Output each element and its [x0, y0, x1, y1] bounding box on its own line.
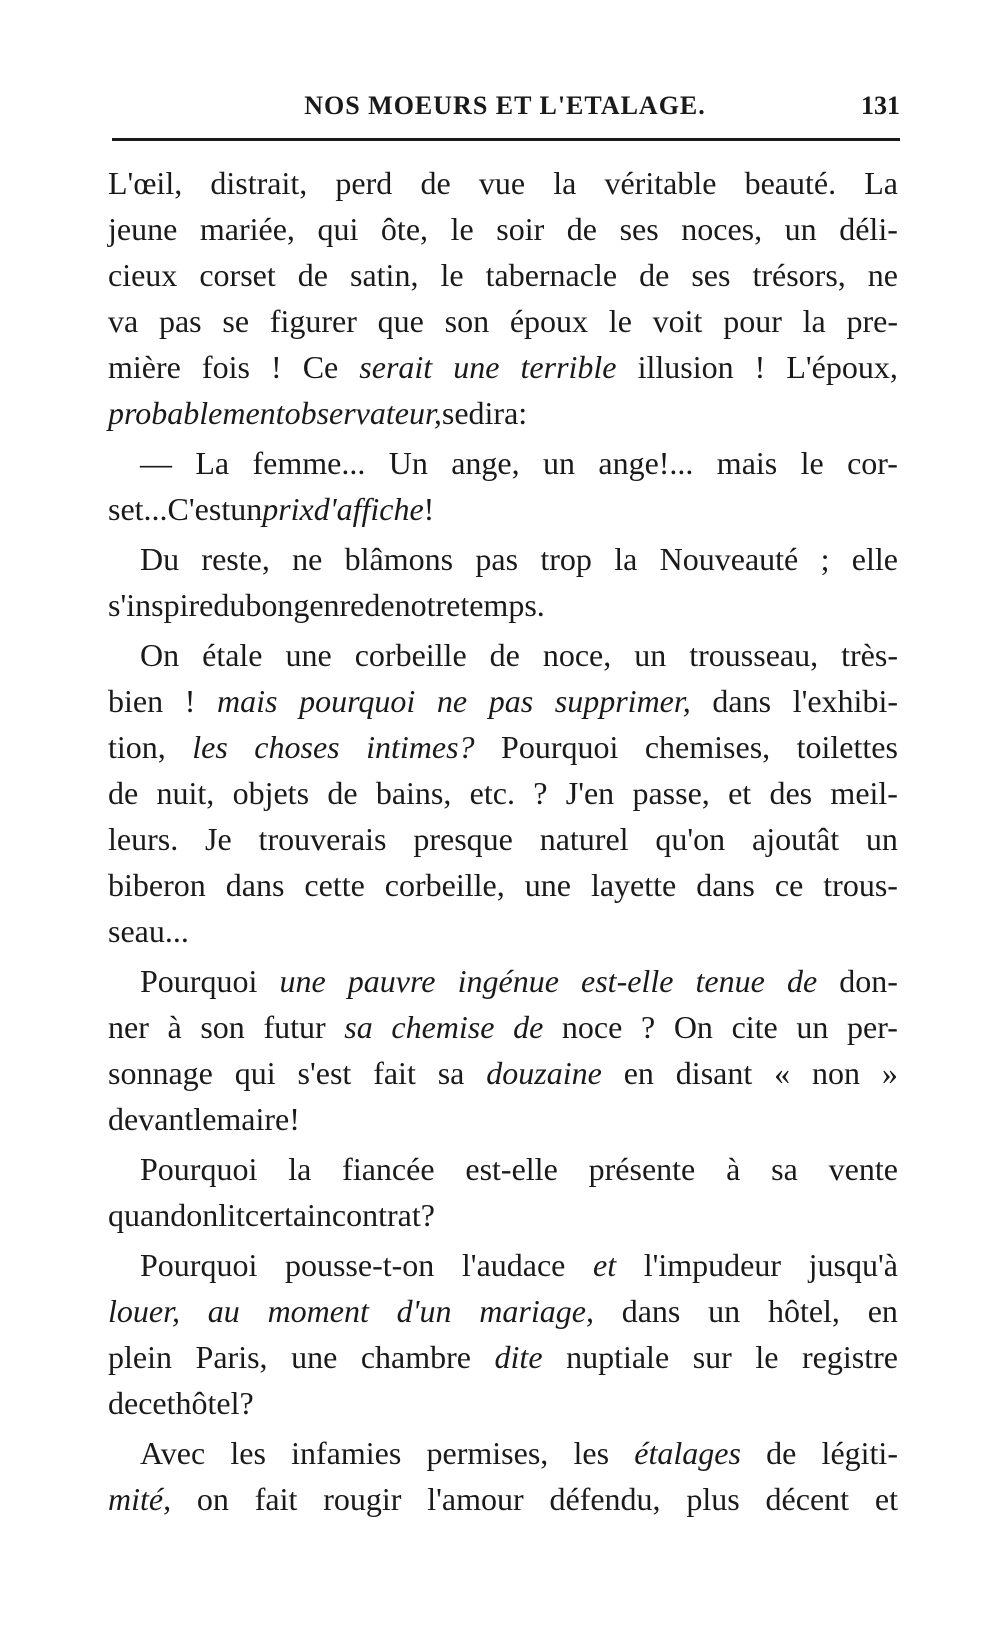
header-rule	[112, 138, 900, 141]
word: et	[728, 775, 752, 811]
text-line	[108, 160, 898, 206]
word: est-elle	[581, 963, 674, 999]
word: «	[774, 1055, 791, 1091]
word: qui	[234, 1055, 276, 1091]
word: cieux	[108, 257, 178, 293]
word: bien	[108, 683, 164, 719]
word: soir	[496, 211, 545, 247]
word: prix	[262, 491, 314, 527]
word: présente	[588, 1151, 696, 1187]
word: de	[489, 637, 520, 673]
text-line	[108, 1334, 898, 1380]
word: terrible	[520, 349, 617, 385]
word: lit	[218, 1197, 245, 1233]
word: chemise	[391, 1009, 495, 1045]
word: cor-	[847, 445, 898, 481]
word: !	[754, 349, 766, 385]
word: chemises,	[644, 729, 771, 765]
word: beauté.	[744, 165, 837, 201]
text-line	[108, 678, 898, 724]
text-line	[108, 1050, 898, 1096]
word: noces,	[681, 211, 763, 247]
word: bains,	[375, 775, 452, 811]
word: des	[769, 775, 813, 811]
word: à	[726, 1151, 741, 1187]
running-head	[110, 86, 900, 126]
word: Pourquoi	[140, 963, 258, 999]
word: plein	[108, 1339, 172, 1375]
word: Paris,	[195, 1339, 268, 1375]
word: !	[289, 1101, 300, 1137]
word: »	[881, 1055, 898, 1091]
word: son	[200, 1009, 245, 1045]
word: nuit,	[156, 775, 215, 811]
word: étalages	[634, 1435, 741, 1471]
word: sonnage	[108, 1055, 213, 1091]
text-line	[108, 1096, 898, 1142]
word: de	[327, 775, 358, 811]
word: nuptiale	[566, 1339, 670, 1375]
word: son	[444, 303, 490, 339]
word: noce	[561, 1009, 623, 1045]
word: et	[593, 1247, 617, 1283]
word: bon	[245, 587, 294, 623]
word: du	[213, 587, 246, 623]
word: !	[184, 683, 196, 719]
word: les	[573, 1435, 610, 1471]
word: ner	[108, 1009, 149, 1045]
word: cette	[304, 867, 365, 903]
word: plus	[686, 1481, 740, 1517]
word: de	[108, 775, 139, 811]
word: !	[270, 349, 282, 385]
word: trousseau,	[689, 637, 819, 673]
word: disant	[675, 1055, 753, 1091]
word: la	[802, 303, 826, 339]
word: set...	[108, 491, 168, 527]
word: ingénue	[457, 963, 559, 999]
text-line	[108, 862, 898, 908]
word: corbeille,	[384, 867, 505, 903]
word: corbeille	[354, 637, 467, 673]
word: rougir	[323, 1481, 402, 1517]
word: non	[812, 1055, 861, 1091]
word: que	[377, 303, 424, 339]
word: tion,	[108, 729, 166, 765]
word: dans	[225, 867, 285, 903]
word: la	[288, 1151, 312, 1187]
word: s'inspire	[108, 587, 214, 623]
word: ;	[820, 541, 830, 577]
word: l'amour	[427, 1481, 524, 1517]
word: etc.	[469, 775, 515, 811]
word: genre	[293, 587, 365, 623]
word: Pourquoi	[140, 1247, 258, 1283]
word: perd	[335, 165, 393, 201]
word: jusqu'à	[808, 1247, 898, 1283]
word: trous-	[823, 867, 898, 903]
word: un	[634, 637, 667, 673]
text-line	[108, 344, 898, 390]
word: ange!...	[598, 445, 694, 481]
word: reste,	[201, 541, 270, 577]
word: l'exhibi-	[792, 683, 898, 719]
word: ne	[436, 683, 468, 719]
word: légiti-	[821, 1435, 898, 1471]
word: maire	[216, 1101, 290, 1137]
word: le	[608, 303, 632, 339]
word: un	[796, 1009, 829, 1045]
word: Avec	[140, 1435, 206, 1471]
word: pas	[475, 541, 519, 577]
word: sur	[692, 1339, 732, 1375]
word: cite	[731, 1009, 778, 1045]
word: sa	[344, 1009, 373, 1045]
word: dans	[696, 867, 755, 903]
word: intimes?	[366, 729, 475, 765]
word: la	[614, 541, 638, 577]
word: une	[285, 637, 332, 673]
text-line	[108, 1146, 898, 1192]
word: décent	[765, 1481, 850, 1517]
word: dira	[468, 395, 519, 431]
word: mière	[108, 349, 181, 385]
word: hôtel,	[767, 1293, 840, 1329]
word: Ce	[302, 349, 339, 385]
text-line	[108, 440, 898, 486]
word: mité,	[108, 1481, 172, 1517]
word: pourquoi	[299, 683, 416, 719]
word: temps.	[460, 587, 545, 623]
word: trouverais	[258, 821, 387, 857]
word: en	[867, 1293, 898, 1329]
text-line	[108, 1476, 898, 1522]
word: étale	[202, 637, 263, 673]
word: naturel	[539, 821, 629, 857]
word: s'est	[297, 1055, 352, 1091]
word: au	[207, 1293, 240, 1329]
word: ajoutât	[752, 821, 840, 857]
word: La	[864, 165, 898, 201]
word: fois	[201, 349, 250, 385]
word: déli-	[839, 211, 898, 247]
text-line	[108, 536, 898, 582]
text-line	[108, 1430, 898, 1476]
word: le	[755, 1339, 779, 1375]
word: pauvre	[347, 963, 436, 999]
word: elle	[851, 541, 898, 577]
word: biberon	[108, 867, 206, 903]
word: une	[279, 963, 326, 999]
page-number: 131	[861, 91, 900, 120]
word: registre	[801, 1339, 898, 1375]
word: pas	[158, 303, 202, 339]
word: futur	[263, 1009, 326, 1045]
word: et	[874, 1481, 898, 1517]
word: J'en	[565, 775, 615, 811]
word: corset	[199, 257, 276, 293]
word: le	[800, 445, 824, 481]
word: serait	[359, 349, 433, 385]
word: probablement	[108, 395, 285, 431]
word: infamies	[291, 1435, 402, 1471]
word: cet	[138, 1385, 176, 1421]
word: défendu,	[549, 1481, 661, 1517]
word: une	[291, 1339, 338, 1375]
word: Pourquoi	[140, 1151, 258, 1187]
word: dite	[494, 1339, 543, 1375]
word: mariée,	[199, 211, 295, 247]
word: seau...	[108, 913, 189, 949]
word: le	[193, 1101, 217, 1137]
word: vente	[828, 1151, 898, 1187]
word: tabernacle	[485, 257, 618, 293]
word: ?	[533, 775, 548, 811]
word: dans	[621, 1293, 681, 1329]
word: un	[784, 211, 817, 247]
text-line	[108, 298, 898, 344]
word: fait	[254, 1481, 298, 1517]
word: ses	[691, 257, 731, 293]
text-line	[108, 206, 898, 252]
word: choses	[254, 729, 340, 765]
word: dans	[712, 683, 772, 719]
word: On	[673, 1009, 713, 1045]
word: de	[639, 257, 670, 293]
word: de	[364, 587, 395, 623]
word: de	[513, 1009, 544, 1045]
text-line	[108, 1192, 898, 1238]
text-line	[108, 724, 898, 770]
word: ne	[867, 257, 898, 293]
text-line	[108, 1380, 898, 1426]
word: véritable	[604, 165, 717, 201]
word: les	[192, 729, 228, 765]
word: ce	[774, 867, 804, 903]
word: toilettes	[796, 729, 898, 765]
word: On	[140, 637, 180, 673]
word: supprimer,	[554, 683, 691, 719]
word: une	[453, 349, 500, 385]
word: à	[167, 1009, 182, 1045]
word: une	[524, 867, 571, 903]
text-line	[108, 1004, 898, 1050]
word: C'est	[167, 491, 231, 527]
word: trop	[540, 541, 592, 577]
word: leurs.	[108, 821, 179, 857]
word: ne	[292, 541, 323, 577]
word: don-	[839, 963, 898, 999]
word: de	[108, 1385, 139, 1421]
word: figurer	[269, 303, 357, 339]
word: la	[553, 165, 577, 201]
word: qu'on	[655, 821, 726, 857]
word: quand	[108, 1197, 187, 1233]
text-line	[108, 1288, 898, 1334]
word: ange,	[451, 445, 520, 481]
word: ?	[420, 1197, 435, 1233]
text-line	[108, 908, 898, 954]
word: trésors,	[752, 257, 846, 293]
word: se	[441, 395, 469, 431]
word: presque	[413, 821, 513, 857]
word: de	[786, 963, 818, 999]
text-line	[108, 816, 898, 862]
word: L'époux,	[786, 349, 898, 385]
word: de	[766, 1435, 797, 1471]
word: —	[140, 445, 172, 481]
text-line	[108, 486, 898, 532]
word: observateur,	[284, 395, 442, 431]
word: noce,	[542, 637, 612, 673]
word: ses	[619, 211, 659, 247]
word: un	[865, 821, 898, 857]
word: pousse-t-on	[284, 1247, 435, 1283]
word: ?	[640, 1009, 656, 1045]
text-line	[108, 770, 898, 816]
word: fiancée	[342, 1151, 435, 1187]
word: un	[708, 1293, 741, 1329]
word: va	[108, 303, 139, 339]
word: Pourquoi	[501, 729, 619, 765]
word: mariage,	[479, 1293, 594, 1329]
word: qui	[317, 211, 359, 247]
word: hôtel?	[175, 1385, 254, 1421]
word: layette	[590, 867, 677, 903]
word: ôte,	[380, 211, 429, 247]
text-line	[108, 390, 898, 436]
word: fait	[373, 1055, 416, 1091]
word: Un	[388, 445, 428, 481]
word: Du	[140, 541, 180, 577]
word: louer,	[108, 1293, 180, 1329]
word: époux	[509, 303, 589, 339]
running-title: NOS MOEURS ET L'ETALAGE.	[304, 91, 706, 120]
word: per-	[847, 1009, 898, 1045]
word: mais	[217, 683, 278, 719]
word: permises,	[426, 1435, 549, 1471]
word: certain	[244, 1197, 332, 1233]
word: mais	[716, 445, 778, 481]
word: satin,	[350, 257, 419, 293]
word: sa	[437, 1055, 465, 1091]
word: un	[230, 491, 263, 527]
word: contrat	[331, 1197, 421, 1233]
word: L'œil,	[108, 165, 183, 201]
word: moment	[267, 1293, 369, 1329]
word: on	[186, 1197, 219, 1233]
word: très-	[841, 637, 898, 673]
word: La	[195, 445, 230, 481]
word: passe,	[632, 775, 710, 811]
word: devant	[108, 1101, 194, 1137]
word: tenue	[695, 963, 765, 999]
text-line	[108, 1242, 898, 1288]
word: un	[542, 445, 575, 481]
word: l'impudeur	[643, 1247, 782, 1283]
body-text	[108, 160, 898, 1522]
word: illusion	[637, 349, 734, 385]
word: meil-	[830, 775, 898, 811]
word: se	[222, 303, 250, 339]
word: d'affiche	[313, 491, 424, 527]
word: de	[420, 165, 451, 201]
word: Je	[205, 821, 232, 857]
word: chambre	[360, 1339, 471, 1375]
word: douzaine	[486, 1055, 602, 1091]
word: est-elle	[465, 1151, 558, 1187]
word: pre-	[846, 303, 898, 339]
word: objets	[232, 775, 310, 811]
word: l'audace	[461, 1247, 566, 1283]
word: on	[196, 1481, 229, 1517]
word: les	[230, 1435, 266, 1471]
text-line	[108, 582, 898, 628]
word: :	[518, 395, 528, 431]
word: notre	[394, 587, 461, 623]
word: pas	[488, 683, 534, 719]
word: le	[450, 211, 474, 247]
word: de	[297, 257, 328, 293]
text-line	[108, 252, 898, 298]
word: distrait,	[210, 165, 308, 201]
word: pour	[723, 303, 782, 339]
word: vue	[478, 165, 526, 201]
word: de	[566, 211, 597, 247]
word: sa	[771, 1151, 798, 1187]
word: voit	[652, 303, 703, 339]
text-line	[108, 958, 898, 1004]
word: blâmons	[344, 541, 454, 577]
word: le	[440, 257, 464, 293]
word: Nouveauté	[659, 541, 799, 577]
text-line	[108, 632, 898, 678]
word: jeune	[108, 211, 178, 247]
word: femme...	[252, 445, 366, 481]
word: d'un	[396, 1293, 452, 1329]
word: !	[423, 491, 435, 527]
word: en	[623, 1055, 654, 1091]
